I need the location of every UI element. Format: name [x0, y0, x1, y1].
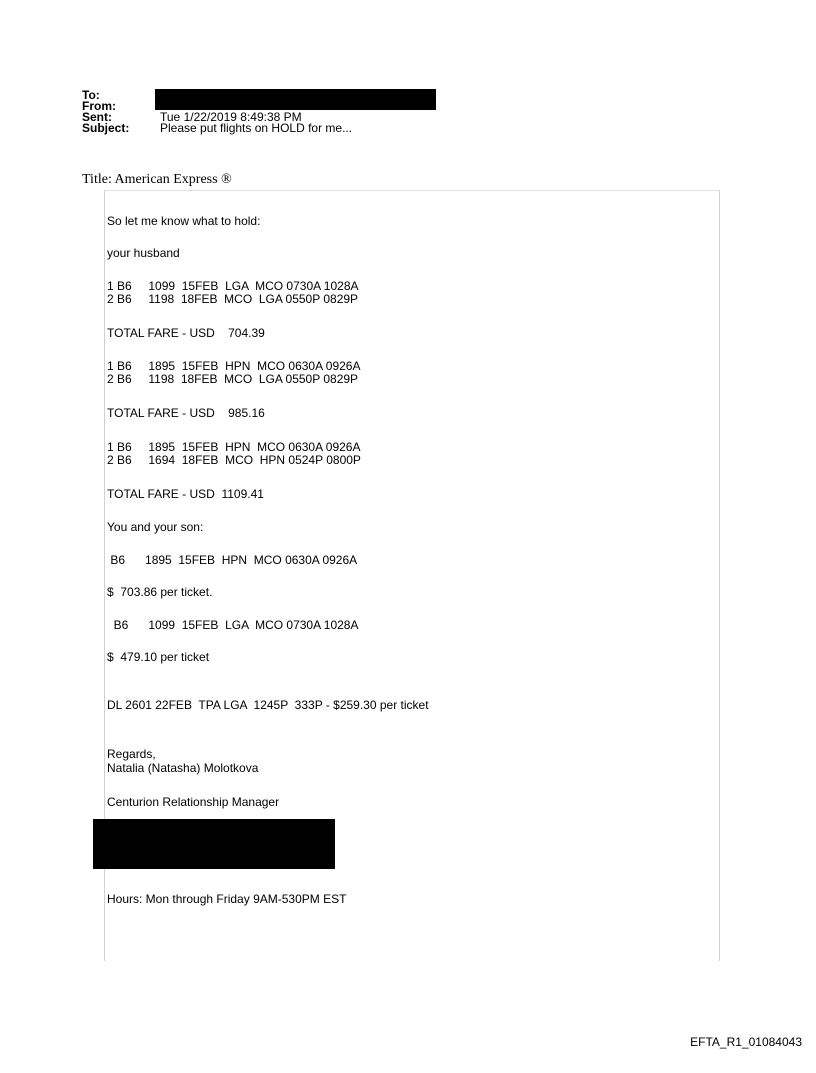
- option1-flight2: 2 B6 1198 18FEB MCO LGA 0550P 0829P: [107, 292, 359, 306]
- option1-total: TOTAL FARE - USD 704.39: [107, 326, 265, 340]
- hours: Hours: Mon through Friday 9AM-530PM EST: [107, 892, 347, 906]
- sent-label: Sent:: [82, 110, 112, 124]
- intro-line: So let me know what to hold:: [107, 214, 261, 228]
- subject-value: Please put flights on HOLD for me...: [160, 121, 353, 135]
- option2-flight1: 1 B6 1895 15FEB HPN MCO 0630A 0926A: [107, 359, 361, 373]
- option1-flight1: 1 B6 1099 15FEB LGA MCO 0730A 1028A: [107, 279, 359, 293]
- regards: Regards,: [107, 747, 156, 761]
- option3-total: TOTAL FARE - USD 1109.41: [107, 487, 264, 501]
- from-label: From:: [82, 99, 116, 113]
- dl-flight-line: DL 2601 22FEB TPA LGA 1245P 333P - $259.30 per ticket: [107, 698, 429, 712]
- role: Centurion Relationship Manager: [107, 795, 280, 809]
- document-id: EFTA_R1_01084043: [690, 1035, 802, 1049]
- subject-label: Subject:: [82, 121, 130, 135]
- option2-total: TOTAL FARE - USD 985.16: [107, 406, 265, 420]
- option2-flight2: 2 B6 1198 18FEB MCO LGA 0550P 0829P: [107, 372, 359, 386]
- sent-value: Tue 1/22/2019 8:49:38 PM: [160, 110, 302, 124]
- son-flight1-price: $ 703.86 per ticket.: [107, 585, 213, 599]
- son-flight1: B6 1895 15FEB HPN MCO 0630A 0926A: [107, 553, 358, 567]
- contact-redaction: [93, 819, 335, 869]
- husband-label: your husband: [107, 246, 180, 260]
- option3-flight2: 2 B6 1694 18FEB MCO HPN 0524P 0800P: [107, 453, 361, 467]
- son-flight2-price: $ 479.10 per ticket: [107, 650, 210, 664]
- signature: Natalia (Natasha) Molotkova: [107, 761, 259, 775]
- son-label: You and your son:: [107, 520, 204, 534]
- document-title: Title: American Express ®: [82, 172, 232, 187]
- subject-row: [82, 123, 352, 134]
- to-redaction: [155, 89, 436, 110]
- son-flight2: B6 1099 15FEB LGA MCO 0730A 1028A: [107, 618, 359, 632]
- option3-flight1: 1 B6 1895 15FEB HPN MCO 0630A 0926A: [107, 440, 361, 454]
- to-label: To:: [82, 88, 100, 102]
